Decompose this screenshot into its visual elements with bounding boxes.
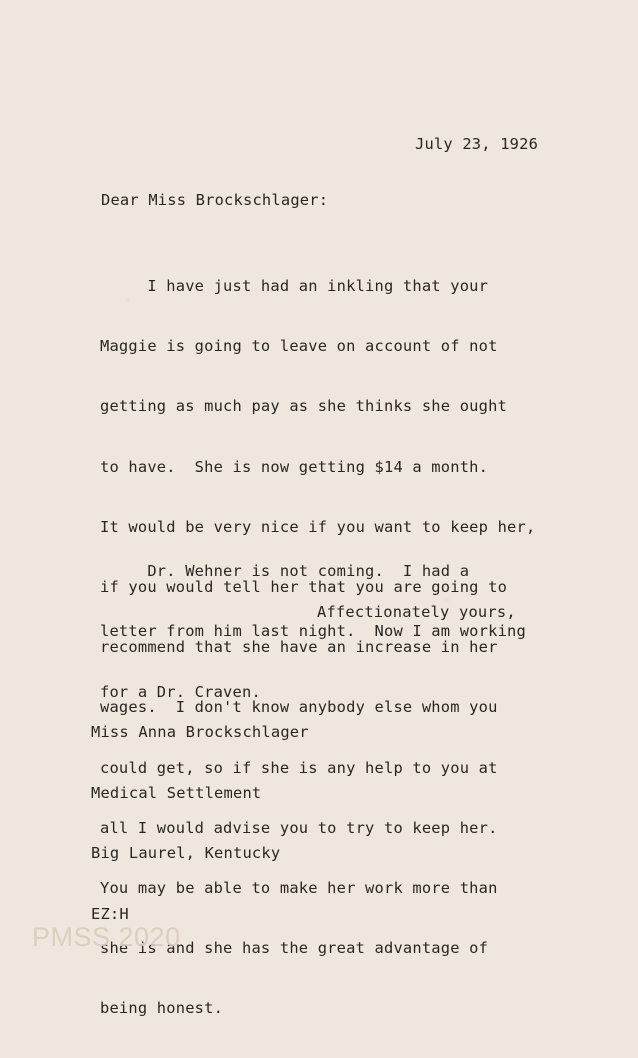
watermark: PMSS 2020 — [32, 922, 181, 952]
paragraph-line: being honest. — [100, 999, 224, 1018]
address-line: Medical Settlement — [91, 783, 262, 802]
address-line: EZ:H — [91, 904, 129, 923]
paragraph-line: could get, so if she is any help to you at — [100, 758, 498, 777]
paragraph-line: if you would tell her that you are going to — [100, 577, 508, 596]
address-line: Miss Anna Brockschlager — [91, 723, 309, 741]
paragraph-line: recommend that she have an increase in her — [100, 638, 498, 657]
paragraph-line: wages. I don't know anybody else whom you — [100, 698, 498, 717]
closing: Affectionately yours, — [317, 603, 516, 621]
paragraph-line: Maggie is going to leave on account of not — [100, 337, 498, 356]
paragraph-line: getting as much pay as she thinks she ought — [100, 397, 508, 416]
paragraph-line: It would be very nice if you want to keep her, — [100, 517, 536, 536]
salutation: Dear Miss Brockschlager: — [101, 191, 329, 209]
paragraph-line: she is and she has the great advantage of — [100, 939, 489, 958]
letter-date: July 23, 1926 — [415, 135, 539, 153]
paragraph-line: letter from him last night. Now I am working — [100, 622, 526, 641]
paragraph-line: for a Dr. Craven. — [100, 682, 261, 701]
paragraph-line: to have. She is now getting $14 a month. — [100, 457, 489, 476]
paragraph-line: You may be able to make her work more than — [100, 878, 498, 897]
address-line: Big Laurel, Kentucky — [91, 844, 281, 863]
paragraph-line: all I would advise you to try to keep her. — [100, 818, 498, 837]
paragraph-line: Dr. Wehner is not coming. I had a — [100, 562, 470, 580]
paragraph-line: I have just had an inkling that your — [100, 277, 489, 295]
